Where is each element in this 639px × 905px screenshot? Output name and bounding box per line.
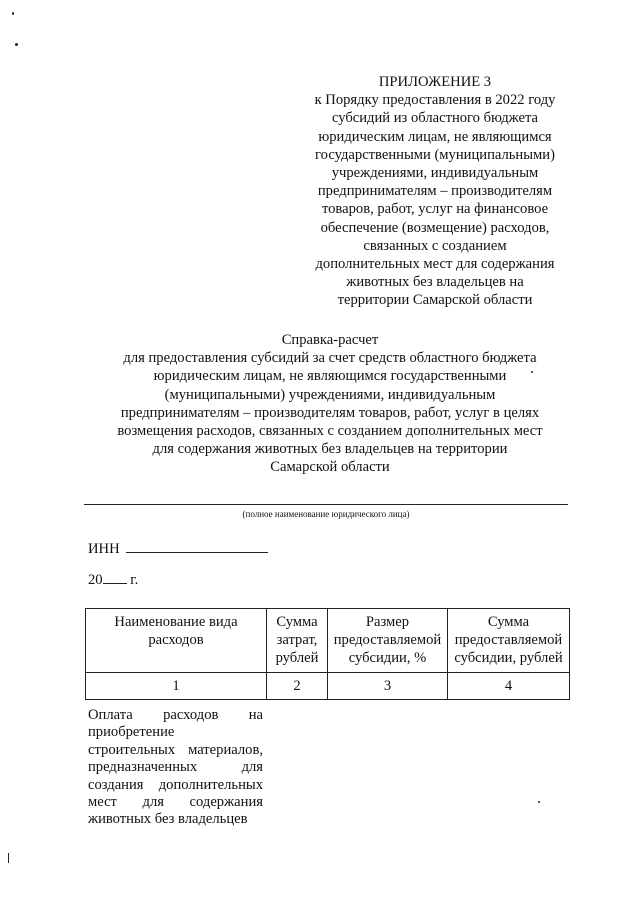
appendix-line: субсидий из областного бюджета	[331, 110, 539, 127]
scan-speck	[538, 801, 540, 803]
header-expense-type: Наименование вида расходов	[86, 609, 267, 673]
table-header-row	[86, 609, 570, 673]
document-subtitle-line: юридическим лицам, не являющимся государственными	[153, 368, 507, 385]
appendix-line: связанных с созданием	[363, 237, 507, 254]
year-row	[88, 570, 138, 589]
document-heading	[90, 331, 570, 477]
appendix-line: обеспечение (возмещение) расходов,	[320, 219, 550, 236]
appendix-line: к Порядку предоставления в 2022 году	[314, 92, 556, 109]
header-subsidy-percent: Размер предоставляемой субсидии, %	[328, 609, 448, 673]
expense-item: Оплата расходов на приобретение строительных материалов, предназначенных для создания дополнительных мест для содержания животных без владельцев	[88, 707, 263, 828]
year-prefix: 20	[88, 572, 103, 588]
year-blank[interactable]	[103, 570, 127, 584]
year-suffix: г.	[126, 572, 139, 588]
appendix-line: государственными (муниципальными)	[315, 146, 555, 163]
entity-name-caption: (полное наименование юридического лица)	[242, 509, 410, 519]
document-title: Справка-расчет	[281, 332, 379, 348]
appendix-line: территории Самарской области	[337, 292, 533, 309]
appendix-line: предпринимателям – производителям	[317, 183, 553, 200]
inn-label: ИНН	[88, 541, 120, 557]
calculation-table	[85, 608, 570, 700]
appendix-line: животных без владельцев на	[346, 274, 524, 291]
document-subtitle-line: для предоставления субсидий за счет средств областного бюджета	[123, 350, 537, 367]
scan-speck	[12, 12, 14, 15]
appendix-title: ПРИЛОЖЕНИЕ 3	[378, 74, 492, 90]
document-subtitle-line: предпринимателям – производителям товаров, работ, услуг в целях	[120, 404, 540, 421]
document-subtitle-line: возмещения расходов, связанных с созданием дополнительных мест	[117, 423, 543, 440]
appendix-line: учреждениями, индивидуальным	[331, 165, 539, 182]
scan-speck	[15, 43, 18, 46]
inn-row	[88, 539, 268, 558]
document-subtitle-line: Самарской области	[270, 459, 390, 476]
column-number: 4	[448, 673, 570, 700]
document-subtitle-line: (муниципальными) учреждениями, индивидуальным	[164, 386, 496, 403]
column-number: 3	[328, 673, 448, 700]
appendix-header	[300, 73, 570, 310]
inn-blank[interactable]	[126, 539, 268, 553]
column-number: 2	[267, 673, 328, 700]
table-number-row	[86, 673, 570, 700]
entity-name-line[interactable]	[84, 504, 568, 505]
appendix-line: юридическим лицам, не являющимся	[318, 128, 552, 145]
column-number: 1	[86, 673, 267, 700]
header-cost-sum: Сумма затрат, рублей	[267, 609, 328, 673]
header-subsidy-sum: Сумма предоставляемой субсидии, рублей	[448, 609, 570, 673]
appendix-line: товаров, работ, услуг на финансовое	[321, 201, 549, 218]
scan-speck	[531, 371, 533, 373]
appendix-line: дополнительных мест для содержания	[315, 256, 555, 273]
document-subtitle-line: для содержания животных без владельцев на территории	[152, 441, 508, 458]
scan-speck	[8, 853, 9, 863]
